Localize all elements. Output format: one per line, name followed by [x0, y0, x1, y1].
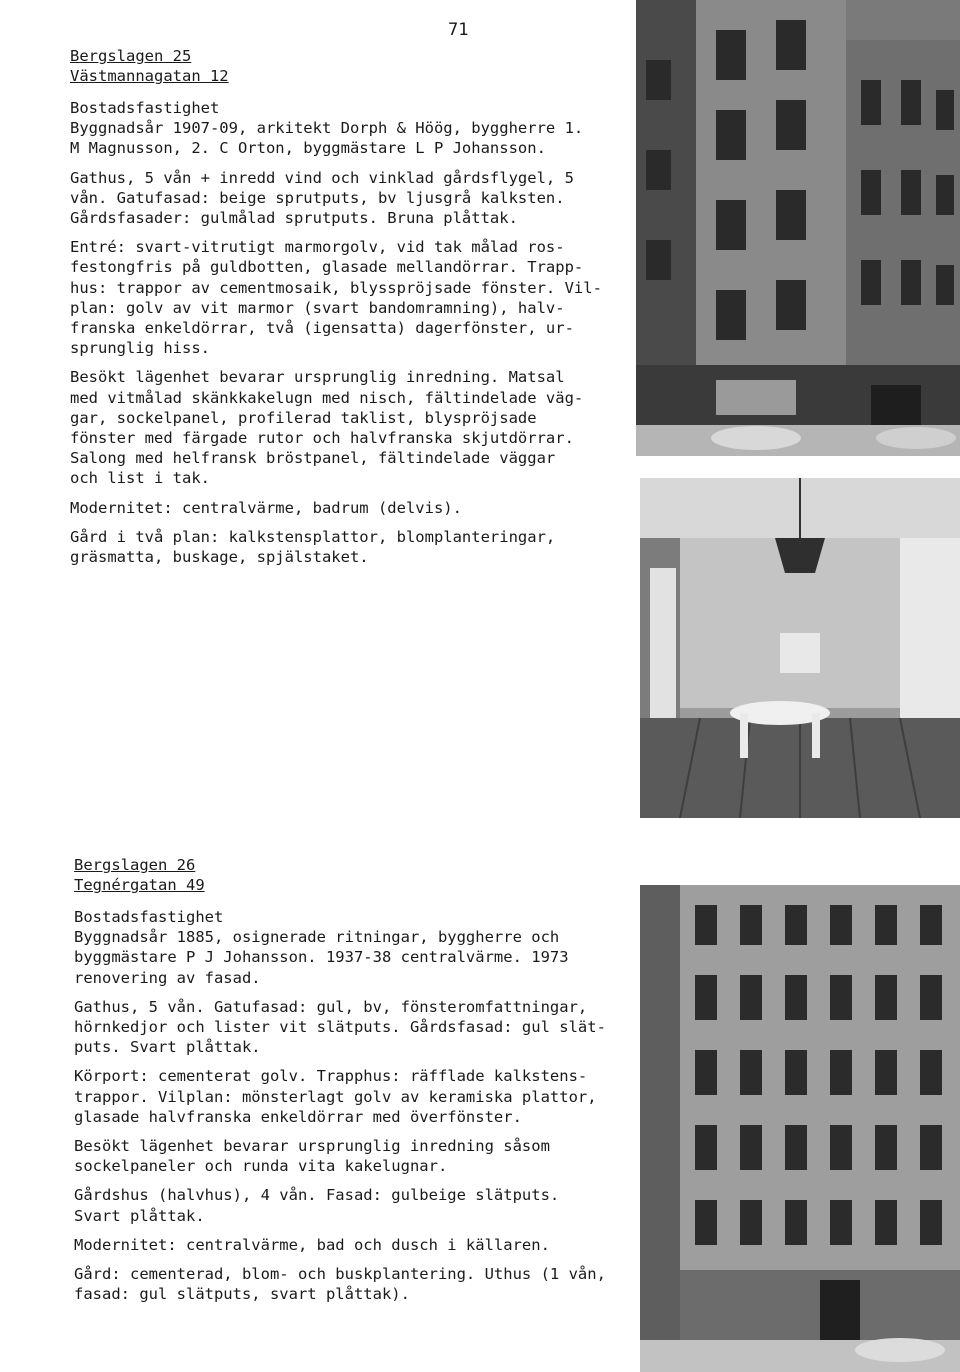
property-address: Tegnérgatan 49	[74, 876, 205, 894]
paragraph: Entré: svart-vitrutigt marmorgolv, vid tak målad ros- festongfris på guldbotten, glasade mellandörrar. Trapp- hus: trappor av cementmosaik, blysspröjsade fönster. Vil- plan: golv av vit marmor (svart bandomramning), halv- franska enkeldörrar, två (igensatta) dagerfönster, ur- sprunglig hiss.	[70, 238, 602, 358]
entry-heading	[70, 46, 635, 86]
paragraph: Gathus, 5 vån. Gatufasad: gul, bv, fönsteromfattningar, hörnkedjor och lister vit slätputs. Gårdsfasad: gul slät- puts. Svart plåttak.	[74, 997, 606, 1057]
paragraph: Bostadsfastighet Byggnadsår 1907-09, arkitekt Dorph & Höög, byggherre 1. M Magnusson, 2. C Orton, byggmästare L P Johansson.	[70, 99, 584, 158]
page-number: 71	[448, 20, 469, 40]
entry-bergslagen-26	[74, 855, 639, 1313]
paragraph: Gård: cementerad, blom- och buskplantering. Uthus (1 vån, fasad: gul slätputs, svart plåttak).	[74, 1265, 606, 1304]
paragraph: Gård i två plan: kalkstensplattor, blomplanteringar, gräsmatta, buskage, spjälstaket.	[70, 527, 556, 567]
interior-photo-drawing	[640, 478, 960, 818]
paragraph: Modernitet: centralvärme, badrum (delvis).	[70, 498, 462, 517]
facade-photo-drawing	[636, 0, 960, 456]
paragraph: Gårdshus (halvhus), 4 vån. Fasad: gulbeige slätputs. Svart plåttak.	[74, 1186, 560, 1225]
paragraph: Gathus, 5 vån + inredd vind och vinklad gårdsflygel, 5 vån. Gatufasad: beige sprutputs, bv ljusgrå kalksten. Gårdsfasader: gulmålad sprutputs. Bruna plåttak.	[70, 168, 574, 228]
entry-bergslagen-25	[70, 46, 635, 576]
property-title: Bergslagen 26	[74, 856, 196, 874]
property-title: Bergslagen 25	[70, 47, 192, 65]
facade-photo-drawing	[640, 885, 960, 1372]
paragraph: Besökt lägenhet bevarar ursprunglig inredning. Matsal med vitmålad skänkkakelugn med nisch, fältindelade väg- gar, sockelpanel, profilerad taklist, blyspröjsade fönster med färgade rutor och halvfranska skjutdörrar. Salong med helfransk bröstpanel, fältindelade väggar och list i tak.	[70, 368, 584, 488]
entry-heading	[74, 855, 639, 895]
facade-photo-tegnergatan	[640, 885, 960, 1372]
property-address: Västmannagatan 12	[70, 67, 229, 85]
interior-photo	[640, 478, 960, 818]
paragraph: Besökt lägenhet bevarar ursprunglig inredning såsom sockelpaneler och runda vita kakelugnar.	[74, 1137, 550, 1176]
facade-photo-vastmannagatan	[636, 0, 960, 456]
paragraph: Modernitet: centralvärme, bad och dusch i källaren.	[74, 1235, 550, 1254]
paragraph: Körport: cementerat golv. Trapphus: räfflade kalkstens- trappor. Vilplan: mönsterlagt golv av keramiska plattor, glasade halvfranska enkeldörrar med överfönster.	[74, 1067, 597, 1126]
paragraph: Bostadsfastighet Byggnadsår 1885, osignerade ritningar, byggherre och byggmästare P J Johansson. 1937-38 centralvärme. 1973 renovering av fasad.	[74, 908, 569, 987]
